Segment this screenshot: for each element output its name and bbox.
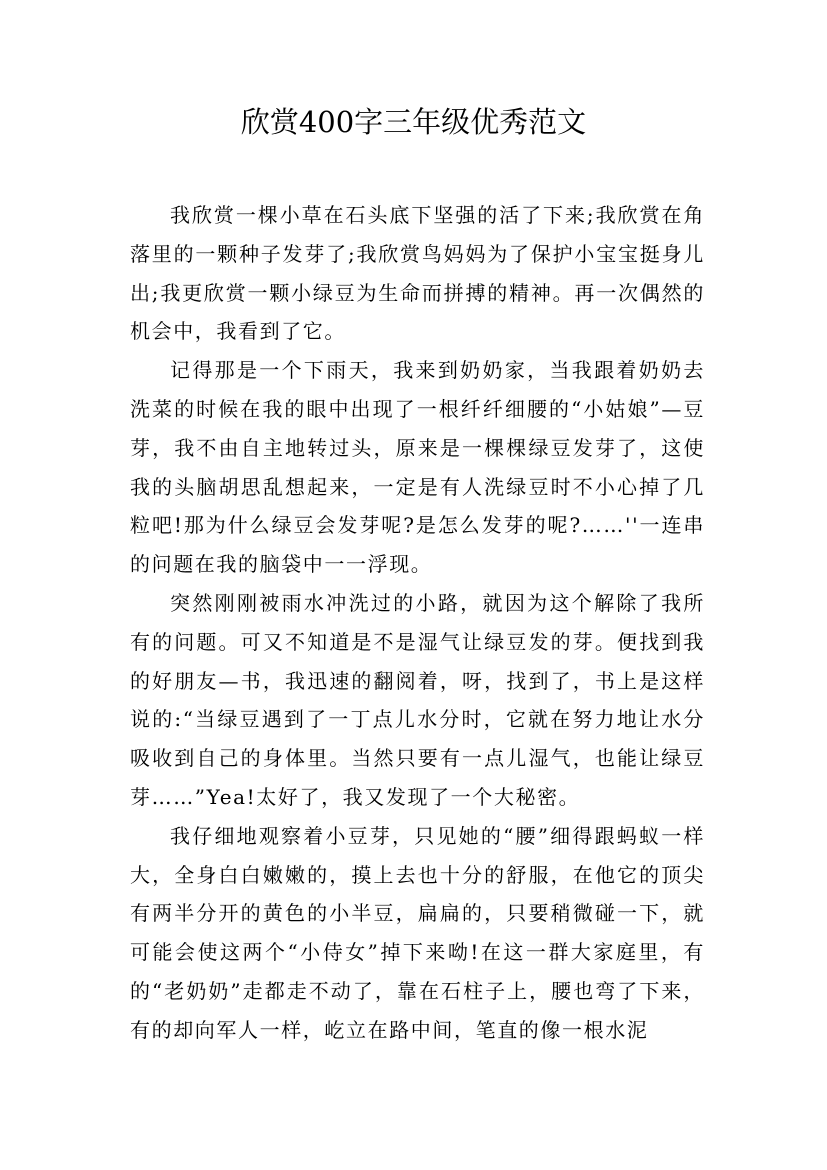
page-title: 欣赏400字三年级优秀范文 — [240, 105, 587, 139]
paragraph-4: 我仔细地观察着小豆芽，只见她的“腰”细得跟蚂蚁一样大，全身白白嫩嫩的，摸上去也十分的舒服，在他它的顶尖有两半分开的黄色的小半豆，扁扁的，只要稍微碰一下，就可能会使这两个“小侍女”掉下来呦!在这一群大家庭里，有的“老奶奶”走都走不动了，靠在石柱子上，腰也弯了下来，有的却向军人一样，屹立在路中间，笔直的像一根水泥 — [130, 823, 705, 1042]
paragraph-3: 突然刚刚被雨水冲洗过的小路，就因为这个解除了我所有的问题。可又不知道是不是湿气让绿豆发的芽。便找到我的好朋友—书，我迅速的翻阅着，呀，找到了，书上是这样说的:“当绿豆遇到了一丁点儿水分时，它就在努力地让水分吸收到自己的身体里。当然只要有一点儿湿气，也能让绿豆芽……”Yea!太好了，我又发现了一个大秘密。 — [130, 590, 705, 809]
article-body — [130, 196, 705, 1050]
paragraph-2: 记得那是一个下雨天，我来到奶奶家，当我跟着奶奶去洗菜的时候在我的眼中出现了一根纤纤细腰的“小姑娘”—豆芽，我不由自主地转过头，原来是一棵棵绿豆发芽了，这使我的头脑胡思乱想起来，一定是有人洗绿豆时不小心掉了几粒吧!那为什么绿豆会发芽呢?是怎么发芽的呢?……''一连串的问题在我的脑袋中一一浮现。 — [130, 358, 705, 577]
paragraph-1: 我欣赏一棵小草在石头底下坚强的活了下来;我欣赏在角落里的一颗种子发芽了;我欣赏鸟妈妈为了保护小宝宝挺身儿出;我更欣赏一颗小绿豆为生命而拼搏的精神。再一次偶然的机会中，我看到了它。 — [130, 203, 705, 344]
